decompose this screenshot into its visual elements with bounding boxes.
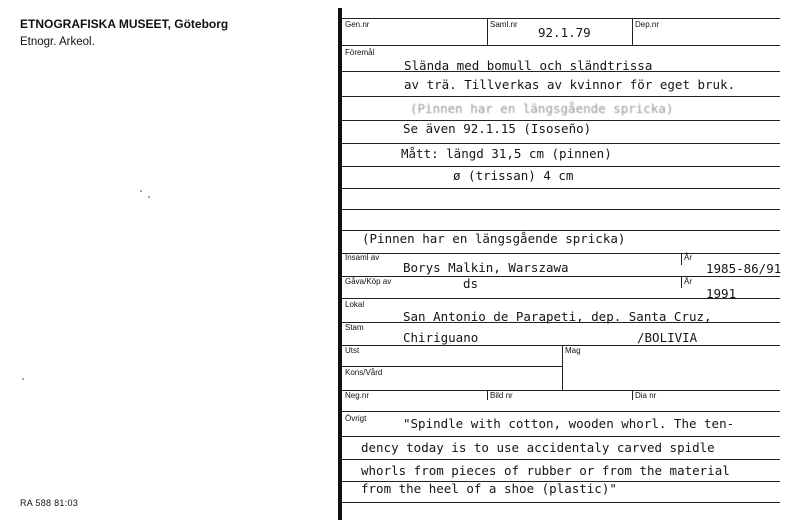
rule-line (342, 96, 780, 97)
label-stam: Stam (345, 323, 364, 332)
museum-name: ETNOGRAFISKA MUSEET, Göteborg (20, 17, 229, 31)
label-insamlad-av: Insaml av (345, 253, 380, 262)
country-value: /BOLIVIA (637, 330, 698, 345)
foremal-line-2: av trä. Tillverkas av kvinnor för eget bruk. (404, 77, 736, 92)
paper-speck (22, 378, 24, 380)
foremal-line-1: Slända med bomull och sländtrissa (404, 58, 653, 73)
rule-gift-top (342, 276, 780, 277)
paper-speck (148, 196, 150, 198)
rule-year1-divider (681, 253, 682, 265)
label-year1: År (684, 253, 692, 262)
label-bild-nr: Bild nr (490, 391, 513, 400)
ovrigt-line-4: from the heel of a shoe (plastic)" (361, 481, 617, 496)
rule-line (342, 209, 780, 210)
ovrigt-line-3: whorls from pieces of rubber or from the material (361, 463, 730, 478)
label-year2: År (684, 277, 692, 286)
department-label: Etnogr. Arkeol. (20, 36, 95, 48)
label-saml-nr: Saml.nr (490, 20, 518, 29)
ovrigt-line-2: dency today is to use accidentaly carved spidle (361, 440, 715, 455)
label-lokal: Lokal (345, 300, 365, 309)
rule-bild-divider (487, 390, 488, 400)
label-dep-nr: Dep.nr (635, 20, 660, 29)
see-also-line: Se även 92.1.15 (Isoseño) (403, 121, 592, 136)
measure-length: Mått: längd 31,5 cm (pinnen) (401, 146, 612, 161)
label-dia-nr: Dia nr (635, 391, 657, 400)
rule-line (342, 459, 780, 460)
year1-value: 1985-86/91 (706, 261, 782, 276)
rule-line (342, 188, 780, 189)
rule-line (342, 436, 780, 437)
rule-neg-top (342, 390, 780, 391)
rule-mag-divider (562, 345, 563, 390)
rule-line (342, 166, 780, 167)
label-ovrigt: Övrigt (345, 414, 367, 423)
stam-value: Chiriguano (403, 330, 479, 345)
rule-top (342, 18, 780, 19)
rule-gen-divider (487, 18, 488, 45)
rule-year2-divider (681, 276, 682, 288)
saml-nr-value: 92.1.79 (538, 25, 591, 40)
gift-value: ds (463, 276, 479, 291)
lokal-value: San Antonio de Parapeti, dep. Santa Cruz, (403, 309, 712, 324)
label-mag: Mag (565, 346, 581, 355)
rule-kons-top (342, 366, 562, 367)
label-neg-nr: Neg.nr (345, 391, 370, 400)
rule-line (342, 143, 780, 144)
year2-value: 1991 (706, 286, 737, 301)
collector-value: Borys Malkin, Warszawa (403, 260, 569, 275)
rule-dia-divider (632, 390, 633, 400)
rule-collector-top (342, 253, 780, 254)
card-spine (338, 8, 342, 520)
rule-header-bottom (342, 45, 780, 46)
paper-speck (140, 190, 142, 192)
rule-utst-top (342, 345, 780, 346)
ovrigt-line-1: "Spindle with cotton, wooden whorl. The ten- (403, 416, 735, 431)
label-foremal: Föremål (345, 48, 375, 57)
measure-diameter: ø (trissan) 4 cm (453, 168, 574, 183)
label-utst: Utst (345, 346, 360, 355)
rule-saml-divider (632, 18, 633, 45)
label-gava-kop: Gåva/Köp av (345, 277, 392, 286)
label-kons-vard: Kons/Vård (345, 368, 383, 377)
label-gen-nr: Gen.nr (345, 20, 370, 29)
card-reference: RA 588 81:03 (20, 498, 79, 508)
foremal-faded-line: (Pinnen har en längsgående spricka) (410, 101, 674, 116)
rule-ovrigt-top (342, 411, 780, 412)
rule-bottom (342, 502, 780, 503)
note-crack: (Pinnen har en längsgående spricka) (362, 231, 626, 246)
